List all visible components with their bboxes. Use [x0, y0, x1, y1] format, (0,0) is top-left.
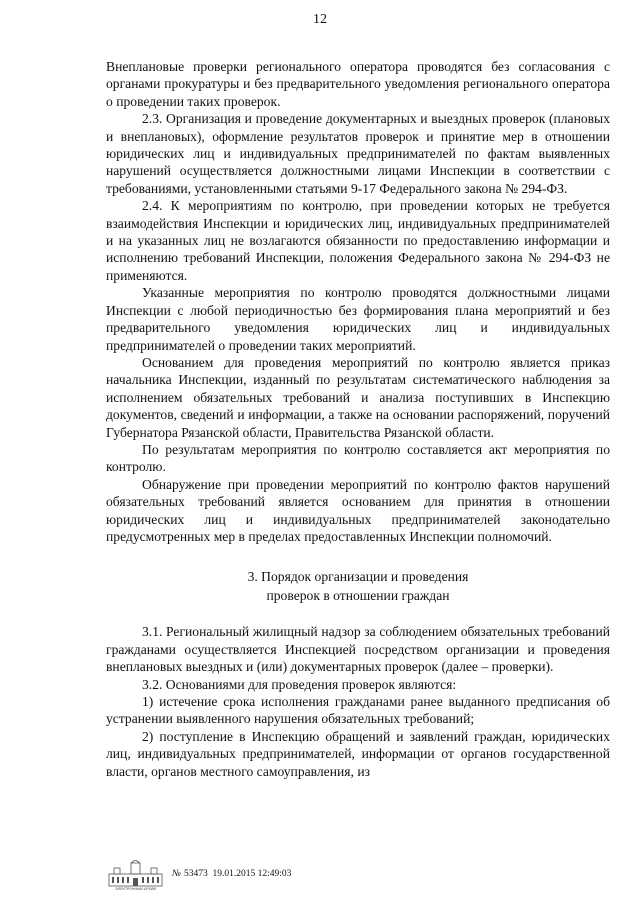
- paragraph: 2) поступление в Инспекцию обращений и заявлений граждан, юридических лиц, индивидуальных предпринимателей, информации от органов государственной власти, органов местного самоуправления, из: [106, 728, 610, 779]
- paragraph: 2.4. К мероприятиям по контролю, при проведении которых не требуется взаимодействия Инспекции и юридических лиц, индивидуальных предпринимателей и на указанных лиц не возлагаются обязанности по предоставлению информации и исполнению требований Инспекции, положения Федерального закона № 294-ФЗ не применяются.: [106, 198, 610, 283]
- paragraph: 3.2. Основаниями для проведения проверок являются:: [142, 676, 457, 692]
- section-heading-line-2: проверок в отношении граждан: [266, 588, 450, 604]
- document-stamp: [172, 869, 291, 879]
- doc-number: 53473: [183, 869, 208, 879]
- section-heading: [106, 567, 610, 605]
- doc-timestamp: 19.01.2015 12:49:03: [212, 869, 292, 879]
- paragraph: 2.3. Организация и проведение документарных и выездных проверок (плановых и внеплановых), оформление результатов проверок и принятие мер в отношении юридических лиц и индивидуальных предпринимателей по фактам выявленных нарушений осуществляется должностными лицами Инспекции в соответствии с требованиями, установленными статьями 9-17 Федерального закона № 294-ФЗ.: [106, 111, 610, 196]
- paragraph: Обнаружение при проведении мероприятий по контролю фактов нарушений обязательных требований является основанием для принятия в отношении юридических лиц и индивидуальных предпринимателей законодательно предусмотренных мер в пределах предоставленных Инспекции полномочий.: [106, 476, 610, 544]
- archive-logo-icon: [108, 860, 163, 888]
- document-body: [106, 58, 610, 780]
- paragraphs-before-heading: [106, 58, 610, 545]
- paragraph: 1) истечение срока исполнения гражданами ранее выданного предписания об устранении выявленного нарушения обязательных требований;: [106, 694, 610, 727]
- paragraphs-after-heading: [106, 623, 610, 780]
- archive-logo-caption: ЭЛЕКТРОННЫЙ АРХИВ: [115, 887, 156, 891]
- footer-stamp: [108, 860, 428, 890]
- doc-number-prefix: №: [172, 869, 181, 879]
- section-heading-line-1: 3. Порядок организации и проведения: [247, 569, 469, 585]
- paragraph: Указанные мероприятия по контролю проводятся должностными лицами Инспекции с любой периодичностью без формирования плана мероприятий и без предварительного уведомления юридических лиц и индивидуальных предпринимателей о проведении таких мероприятий.: [106, 285, 610, 353]
- paragraph: Внеплановые проверки регионального оператора проводятся без согласования с органами прокуратуры и без предварительного уведомления регионального оператора о проведении таких проверок.: [106, 59, 610, 109]
- paragraph: По результатам мероприятия по контролю составляется акт мероприятия по контролю.: [106, 441, 610, 475]
- paragraph: 3.1. Региональный жилищный надзор за соблюдением обязательных требований гражданами осуществляется Инспекцией посредством организации и проведения внеплановых выездных и (или) документарных проверок (далее – проверки).: [106, 624, 610, 675]
- page-number: 12: [313, 12, 327, 27]
- paragraph: Основанием для проведения мероприятий по контролю является приказ начальника Инспекции, изданный по результатам систематического наблюдения за исполнением обязательных требований и анализа поступивших в Инспекцию документов, сведений и информации, а также на основании распоряжений, поручений Губернатора Рязанской области, Правительства Рязанской области.: [106, 354, 610, 440]
